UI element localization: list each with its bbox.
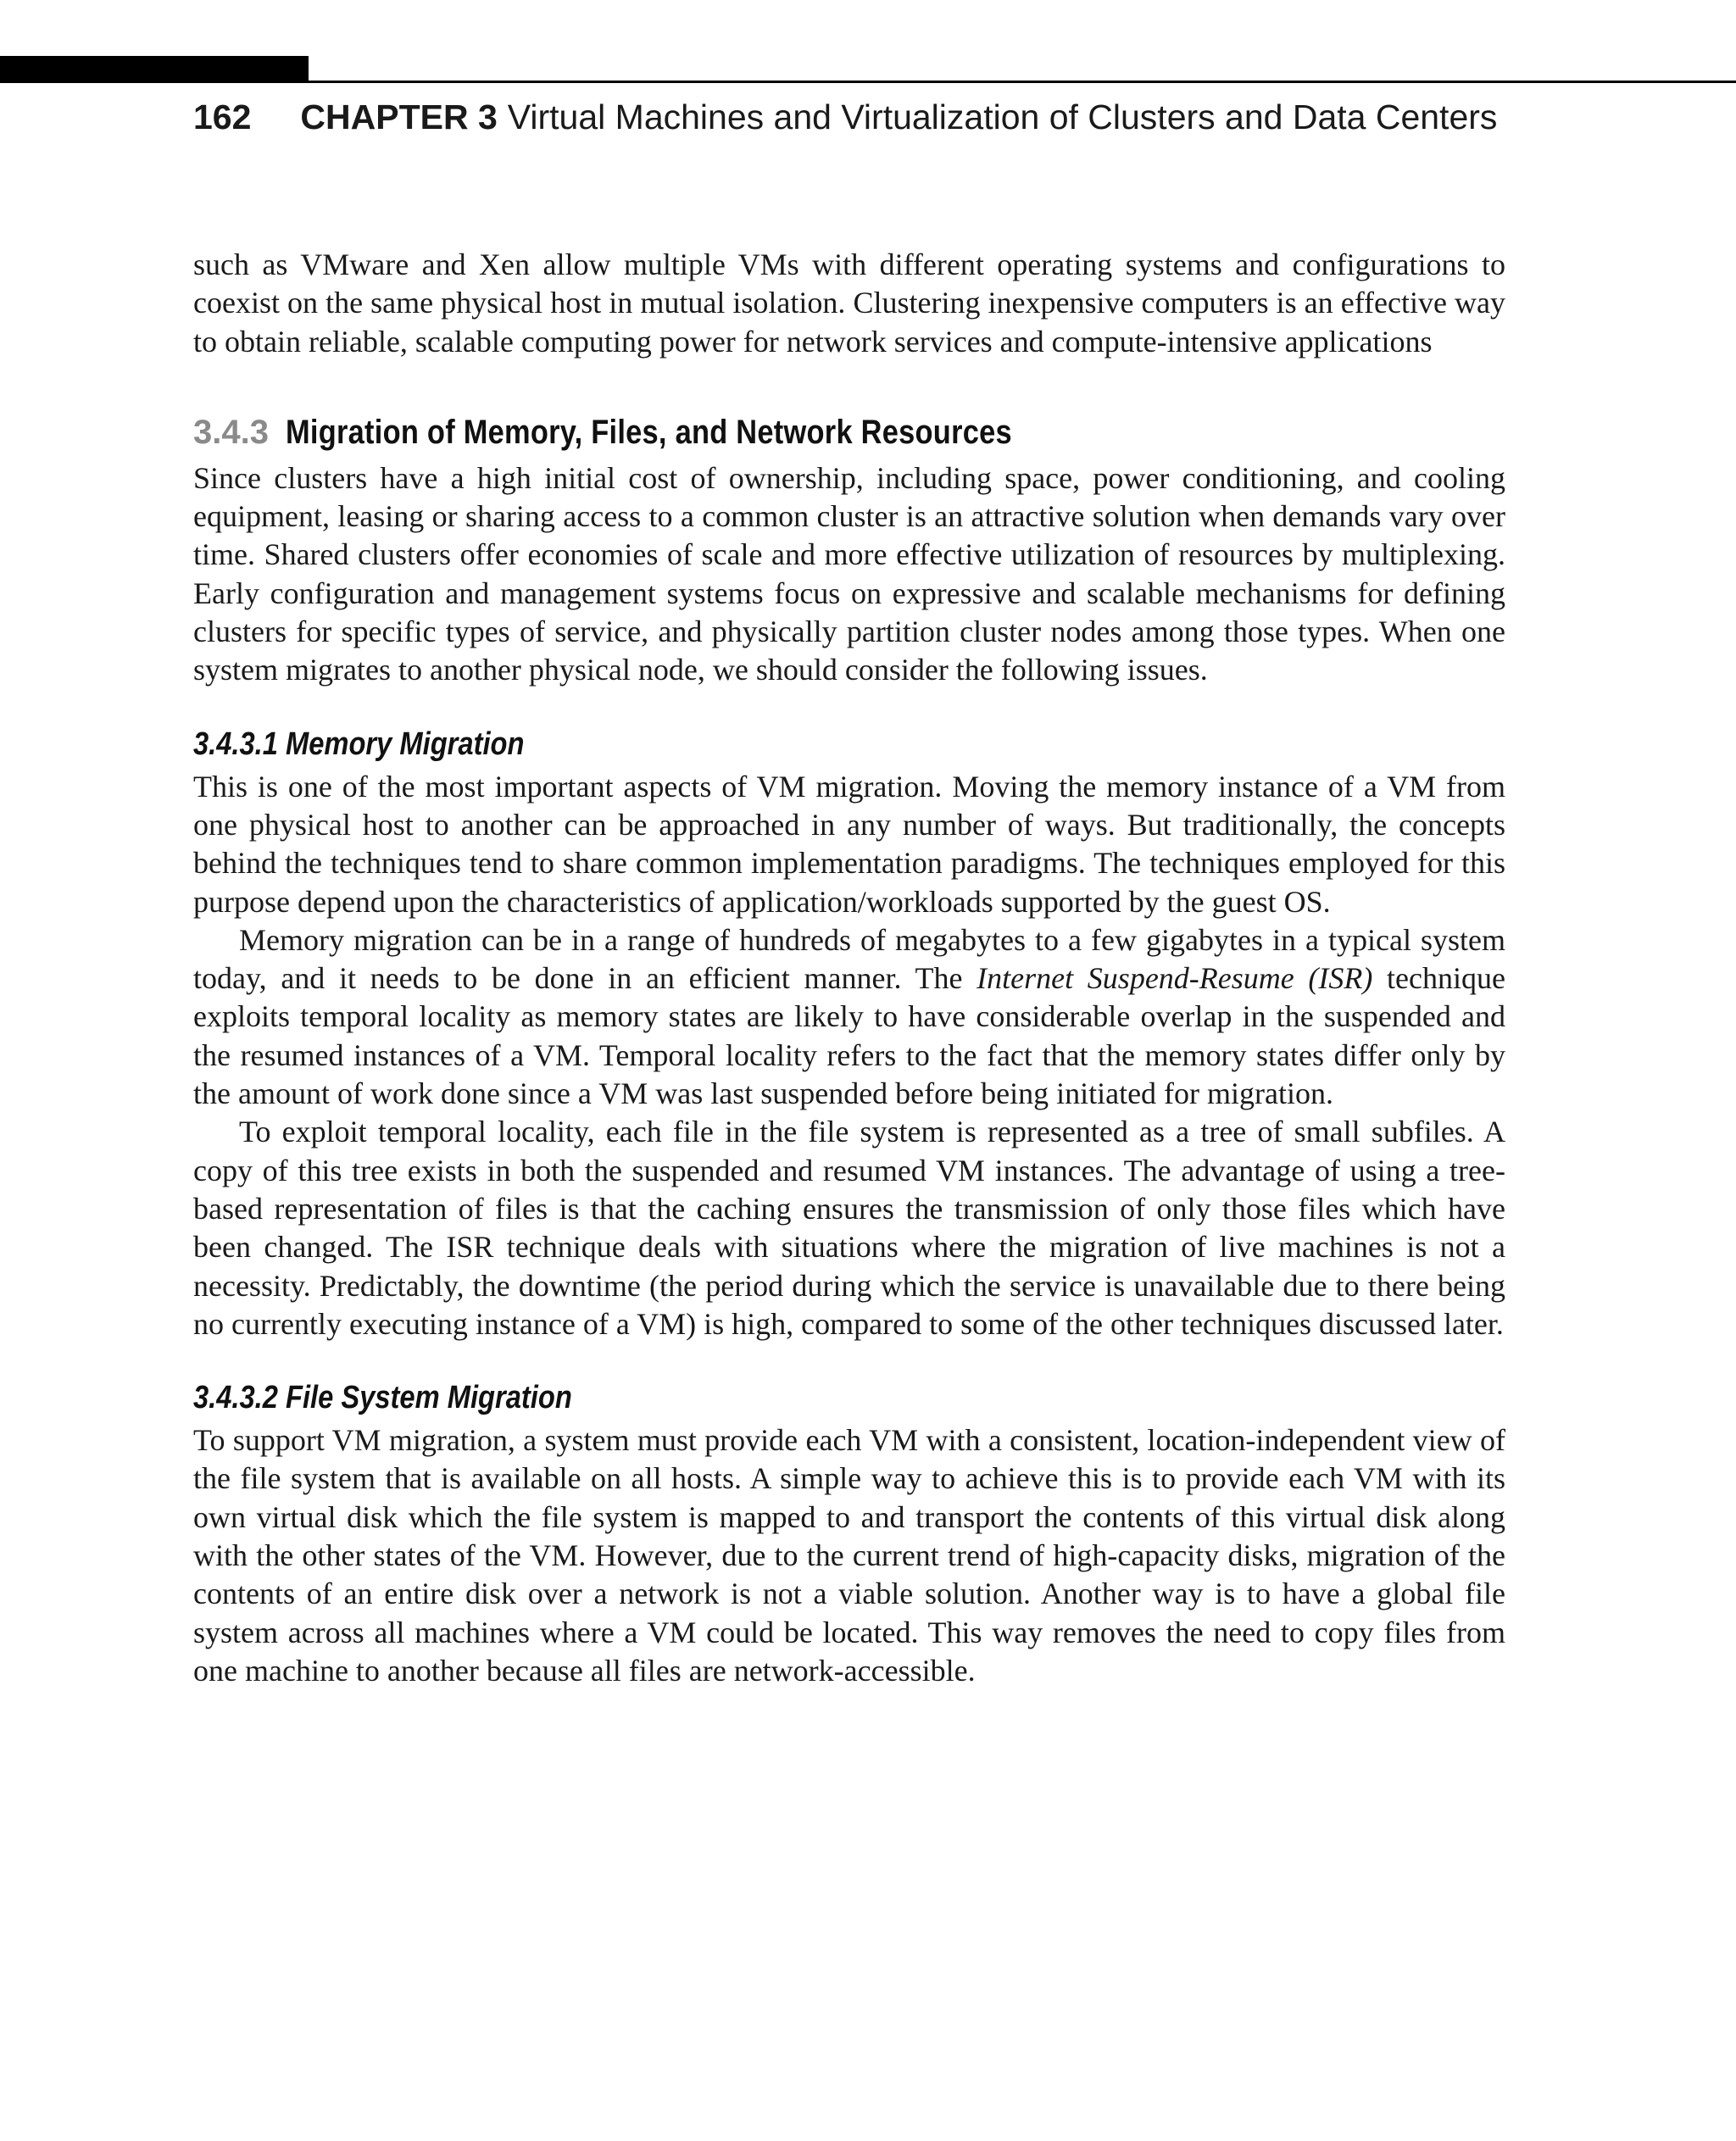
memory-paragraph-3: To exploit temporal locality, each file in the file system is represented as a tree of small subfiles. A copy of this tree exists in both the suspended and resumed VM instances. The advantage of using a tree-based representation of files is that the caching ensures the transmission of only those files which have been changed. The ISR technique deals with situations where the migration of live machines is not a necessity. Predictably, the downtime (the period during which the service is unavailable due to there being no currently executing instance of a VM) is high, compared to some of the other techniques discussed later. <box>193 1115 1505 1341</box>
subsection-heading-filesystem <box>193 1377 1505 1418</box>
running-head <box>193 95 1550 139</box>
memory-paragraph-2-end: technique exploits temporal locality as memory states are likely to have considerable overlap in the suspended and the resumed instances of a VM. Temporal locality refers to the fact that the memory states differ only by the amount of work done since a VM was last suspended before being initiated for migration. <box>193 961 1505 1111</box>
section-heading <box>193 410 1505 454</box>
section-number: 3.4.3 <box>193 413 269 451</box>
section-paragraph: Since clusters have a high initial cost of ownership, including space, power conditioning, and cooling equipment, leasing or sharing access to a common cluster is an attractive solution when demands vary over time. Shared clusters offer economies of scale and more effective utilization of resources by multiplexing. Early configuration and management systems focus on expressive and scalable mechanisms for defining clusters for specific types of service, and physically partition cluster nodes among those types. When one system migrates to another physical node, we should consider the following issues. <box>193 460 1505 687</box>
subsection-heading-filesystem-text: 3.4.3.2 File System Migration <box>193 1380 572 1416</box>
filesystem-paragraph: To support VM migration, a system must provide each VM with a consistent, location-independent view of the file system that is available on all hosts. A simple way to achieve this is to provide each VM with its own virtual disk which the file system is mapped to and transport the contents of this virtual disk along with the other states of the VM. However, due to the current trend of high-capacity disks, migration of the contents of an entire disk over a network is not a viable solution. Another way is to have a global file system across all machines where a VM could be located. This way removes the need to copy files from one machine to another because all files are network-accessible. <box>193 1423 1505 1688</box>
subsection-heading-memory-text: 3.4.3.1 Memory Migration <box>193 726 525 762</box>
intro-paragraph: such as VMware and Xen allow multiple VMs with different operating systems and configurations to coexist on the same physical host in mutual isolation. Clustering inexpensive computers is an effective way to obtain reliable, scalable computing power for network services and compute-intensive applications <box>193 247 1505 359</box>
chapter-title: Virtual Machines and Virtualization of Clusters and Data Centers <box>507 97 1498 136</box>
subsection-heading-memory <box>193 724 1505 765</box>
memory-paragraph-2-start: Memory migration can be in a range of hundreds of megabytes to a few gigabytes in a typical system today, and it needs to be done in an efficient manner. The <box>193 922 1505 996</box>
page-body <box>193 246 1505 1690</box>
isr-term: Internet Suspend-Resume (ISR) <box>976 961 1373 996</box>
header-rule-thick <box>0 56 309 83</box>
header-rule-thin <box>309 81 1736 83</box>
memory-paragraph-2 <box>193 921 1505 1113</box>
page-number: 162 <box>193 97 252 136</box>
section-title: Migration of Memory, Files, and Network Resources <box>285 413 1012 451</box>
memory-paragraph-1: This is one of the most important aspects of VM migration. Moving the memory instance of a VM from one physical host to another can be approached in any number of ways. But traditionally, the concepts behind the techniques tend to share common implementation paradigms. The techniques employed for this purpose depend upon the characteristics of application/workloads supported by the guest OS. <box>193 769 1505 919</box>
chapter-label: CHAPTER 3 <box>300 97 498 136</box>
